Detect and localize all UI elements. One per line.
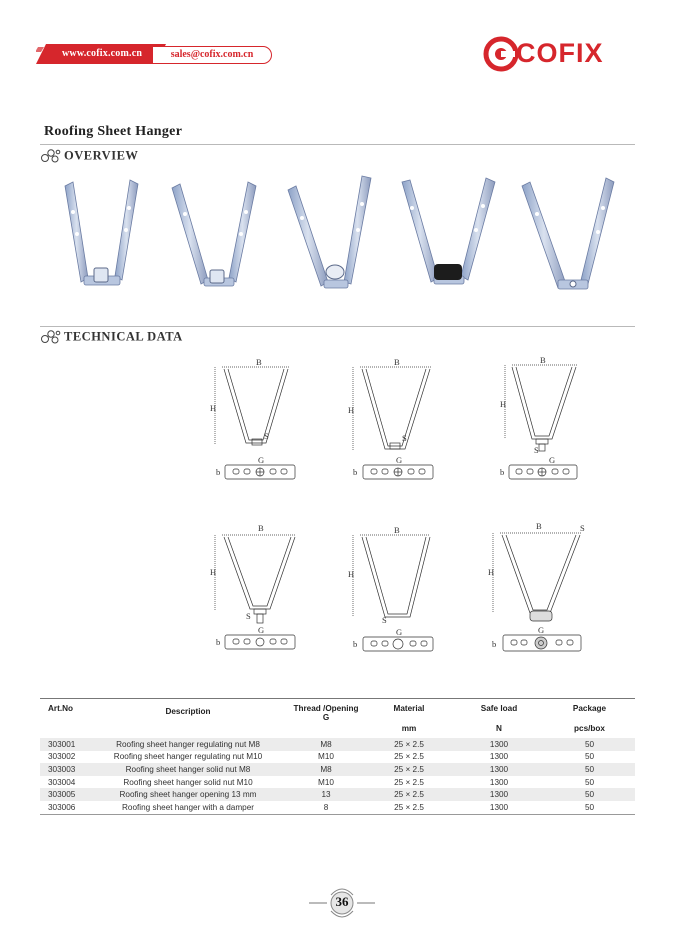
- label-b: B: [394, 525, 400, 535]
- cell-material: 25 × 2.5: [364, 738, 454, 751]
- hanger-photo-2: [172, 182, 256, 286]
- cell-description: Roofing sheet hanger regulating nut M8: [88, 738, 288, 751]
- cell-art-no: 303002: [48, 752, 76, 762]
- label-b: B: [256, 357, 262, 367]
- cell-safe-load: 1300: [489, 777, 509, 787]
- label-s: S: [382, 615, 387, 625]
- label-small-b: b: [353, 467, 358, 477]
- cell-material: 25 × 2.5: [364, 763, 454, 776]
- label-s: S: [402, 433, 407, 443]
- hanger-photo-4: [402, 178, 495, 284]
- cell-thread: M10: [318, 752, 334, 762]
- cell-description: Roofing sheet hanger with a damper: [88, 801, 288, 814]
- cell-material: 25 × 2.5: [394, 752, 424, 762]
- cell-art-no: 303003: [40, 763, 88, 776]
- cell-description: Roofing sheet hanger opening 13 mm: [88, 788, 288, 801]
- technical-label: TECHNICAL DATA: [64, 329, 183, 344]
- cell-thread: M8: [288, 763, 364, 776]
- label-h: H: [210, 567, 217, 577]
- hanger-photo-3: [288, 176, 371, 288]
- cell-package: 50: [544, 763, 635, 776]
- label-g: G: [258, 455, 265, 465]
- cell-material: 25 × 2.5: [394, 777, 424, 787]
- header-thread: [288, 700, 364, 722]
- label-b: B: [540, 355, 546, 365]
- label-small-b: b: [216, 637, 221, 647]
- cell-safe-load: 1300: [454, 763, 544, 776]
- label-s: S: [534, 445, 539, 455]
- label-s: S: [580, 523, 585, 533]
- label-b: B: [258, 523, 264, 533]
- cell-thread: 8: [288, 801, 364, 814]
- bubbles-icon: [40, 148, 62, 164]
- spec-table: [40, 700, 635, 815]
- cell-description: Roofing sheet hanger regulating nut M10: [113, 752, 263, 762]
- cell-package: 50: [544, 738, 635, 751]
- technical-heading: [40, 329, 183, 345]
- label-g: G: [258, 625, 265, 635]
- overview-label: OVERVIEW: [64, 148, 139, 163]
- website-link[interactable]: www.cofix.com.cn: [62, 48, 143, 59]
- cell-art-no: 303001: [40, 738, 88, 751]
- cell-package: 50: [584, 752, 595, 762]
- header-material-unit: mm: [401, 724, 417, 733]
- drawing-303003: [505, 365, 578, 479]
- page-title: Roofing Sheet Hanger: [44, 124, 183, 139]
- cell-thread: 13: [288, 788, 364, 801]
- technical-divider: [40, 326, 635, 327]
- hanger-photo-5: [522, 178, 614, 289]
- drawing-303005: [353, 535, 433, 651]
- table-row: [40, 776, 635, 789]
- drawing-303004: [215, 535, 295, 649]
- bubbles-icon: [40, 329, 62, 345]
- label-small-b: b: [216, 467, 221, 477]
- overview-heading: [40, 148, 138, 164]
- label-g: G: [396, 627, 403, 637]
- header-thread-line2: G: [322, 713, 330, 722]
- header-material: Material: [393, 704, 425, 713]
- cell-description: Roofing sheet hanger solid nut M10: [123, 777, 253, 787]
- header-thread-line1: Thread /Opening: [293, 704, 359, 713]
- cell-material: 25 × 2.5: [364, 788, 454, 801]
- label-b: B: [536, 521, 542, 531]
- cell-safe-load: 1300: [489, 752, 509, 762]
- cell-art-no: 303005: [40, 788, 88, 801]
- label-small-b: b: [492, 639, 497, 649]
- label-h: H: [210, 403, 217, 413]
- cell-art-no: 303004: [48, 777, 76, 787]
- technical-drawings: [200, 355, 630, 665]
- cell-package: 50: [544, 801, 635, 814]
- title-divider: [40, 144, 635, 145]
- header-description: Description: [165, 707, 211, 716]
- table-row: [40, 751, 635, 764]
- label-s: S: [264, 431, 269, 441]
- header-safe-load: Safe load: [480, 704, 518, 713]
- label-g: G: [396, 455, 403, 465]
- header-package: Package: [572, 704, 607, 713]
- cell-thread: M8: [288, 738, 364, 751]
- header-art-no: Art.No: [48, 704, 74, 713]
- cell-package: 50: [584, 777, 595, 787]
- table-row: [40, 763, 635, 776]
- cell-package: 50: [544, 788, 635, 801]
- cell-material: 25 × 2.5: [364, 801, 454, 814]
- label-g: G: [549, 455, 556, 465]
- label-h: H: [488, 567, 495, 577]
- cell-safe-load: 1300: [454, 738, 544, 751]
- table-top-rule: [40, 698, 635, 699]
- label-small-b: b: [500, 467, 505, 477]
- cell-safe-load: 1300: [454, 801, 544, 814]
- table-row: [40, 788, 635, 801]
- page-number: 36: [335, 894, 349, 909]
- label-small-b: b: [353, 639, 358, 649]
- hanger-photo-1: [65, 180, 138, 285]
- cell-description: Roofing sheet hanger solid nut M8: [88, 763, 288, 776]
- label-b: B: [394, 357, 400, 367]
- drawing-303001: [215, 367, 295, 479]
- label-h: H: [348, 569, 355, 579]
- label-s: S: [246, 611, 251, 621]
- label-h: H: [348, 405, 355, 415]
- table-row: [40, 738, 635, 751]
- cell-thread: M10: [318, 777, 334, 787]
- cell-safe-load: 1300: [454, 788, 544, 801]
- label-g: G: [538, 625, 545, 635]
- label-h: H: [500, 399, 507, 409]
- table-row: [40, 801, 635, 814]
- email-link[interactable]: sales@cofix.com.cn: [152, 46, 272, 64]
- brand-name: COFIX: [516, 38, 604, 68]
- drawing-303002: [353, 367, 433, 479]
- header-package-unit: pcs/box: [574, 724, 605, 733]
- product-overview-images: [40, 172, 640, 302]
- header-safe-load-unit: N: [496, 724, 502, 733]
- cell-art-no: 303006: [40, 801, 88, 814]
- page-number-badge: [307, 885, 377, 921]
